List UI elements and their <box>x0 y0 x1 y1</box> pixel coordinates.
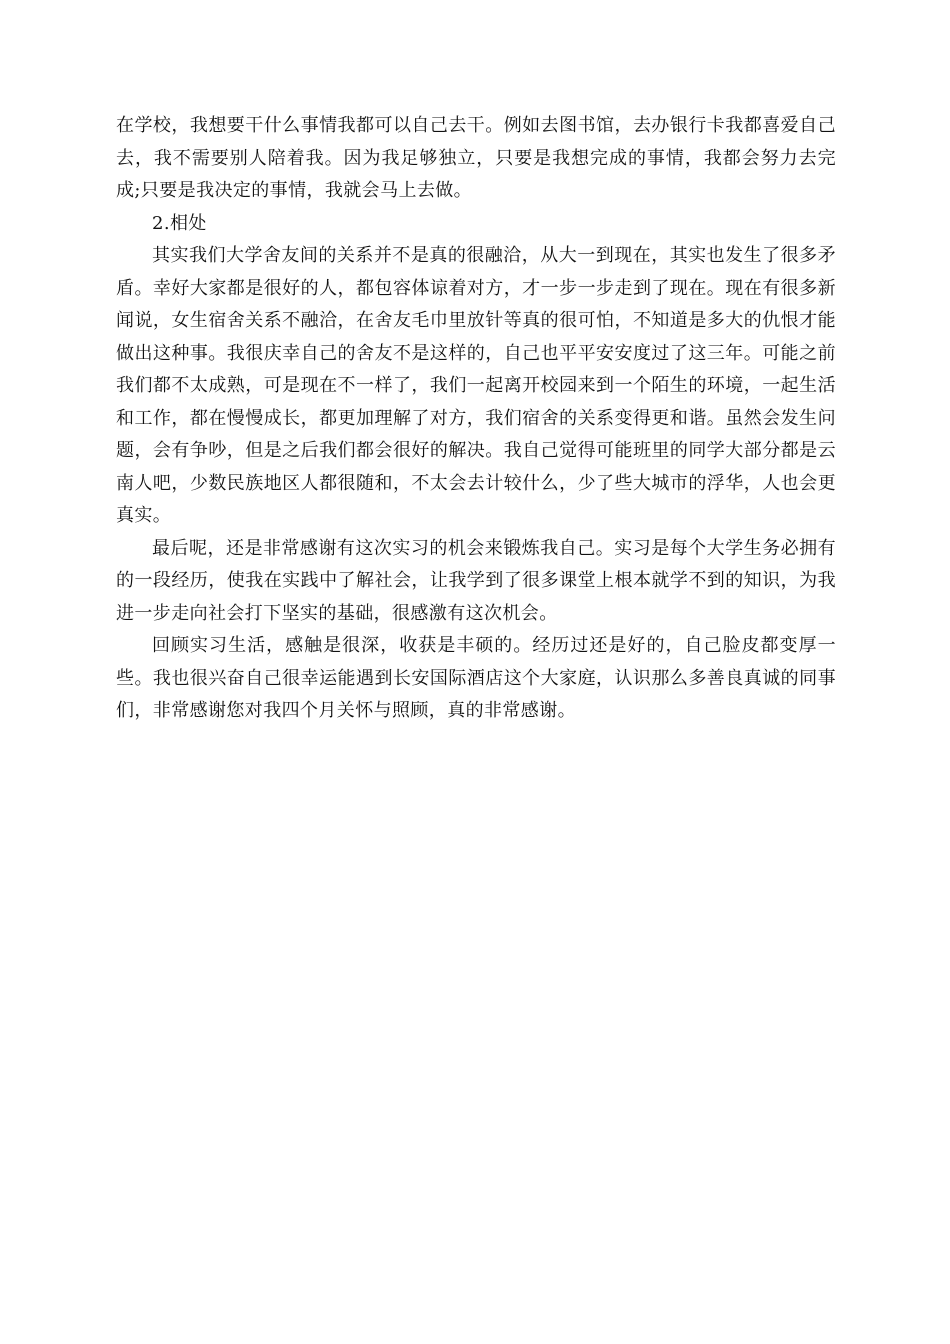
paragraph-continued: 在学校，我想要干什么事情我都可以自己去干。例如去图书馆，去办银行卡我都喜爱自己去，我不需要别人陪着我。因为我足够独立，只要是我想完成的事情，我都会努力去完成;只要是我决定的事情，我就会马上去做。 <box>116 115 836 201</box>
document-body <box>116 110 836 728</box>
paragraph: 其实我们大学舍友间的关系并不是真的很融洽，从大一到现在，其实也发生了很多矛盾。幸好大家都是很好的人，都包容体谅着对方，才一步一步走到了现在。现在有很多新闻说，女生宿舍关系不融洽，在舍友毛巾里放针等真的很可怕，不知道是多大的仇恨才能做出这种事。我很庆幸自己的舍友不是这样的，自己也平平安安度过了这三年。可能之前我们都不太成熟，可是现在不一样了，我们一起离开校园来到一个陌生的环境，一起生活和工作，都在慢慢成长，都更加理解了对方，我们宿舍的关系变得更和谐。虽然会发生问题，会有争吵，但是之后我们都会很好的解决。我自己觉得可能班里的同学大部分都是云南人吧，少数民族地区人都很随和，不太会去计较什么，少了些大城市的浮华，人也会更真实。 <box>116 245 836 526</box>
paragraph: 回顾实习生活，感触是很深，收获是丰硕的。经历过还是好的，自己脸皮都变厚一些。我也很兴奋自己很幸运能遇到长安国际酒店这个大家庭，认识那么多善良真诚的同事们，非常感谢您对我四个月关怀与照顾，真的非常感谢。 <box>116 635 836 721</box>
section-heading: 2.相处 <box>152 212 207 234</box>
paragraph: 最后呢，还是非常感谢有这次实习的机会来锻炼我自己。实习是每个大学生务必拥有的一段经历，使我在实践中了解社会，让我学到了很多课堂上根本就学不到的知识，为我进一步走向社会打下坚实的基础，很感激有这次机会。 <box>116 537 836 624</box>
